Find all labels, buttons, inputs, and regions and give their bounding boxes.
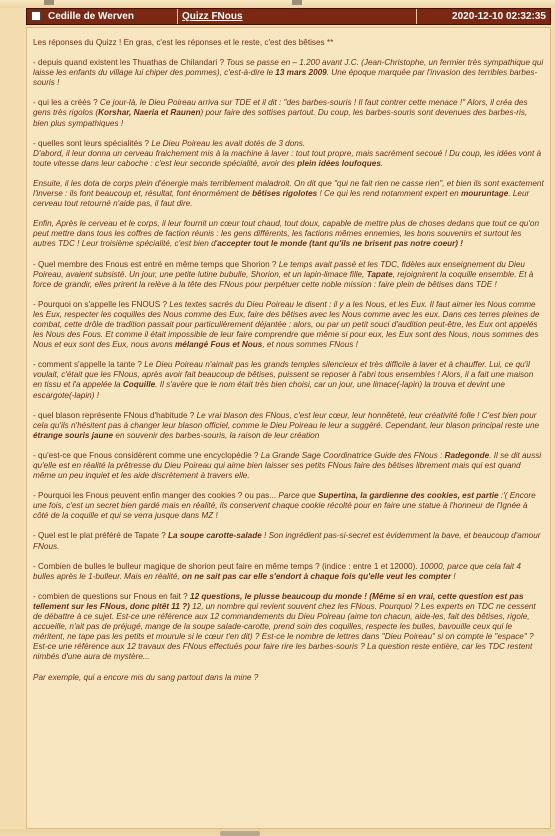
text-segment: Le vrai blason des FNous, c'est leur cœur, leur honnêteté, leur créativité folle ! C'est bien pour cela qu'ils n'hésitent pas à changer leur blason officiel, comme le Dieu Poireau le leur a suggéré. Cependant, leur blason principal reste une xyxy=(33,410,540,430)
text-segment: étrange souris jaune xyxy=(33,430,114,440)
post-body xyxy=(26,27,551,829)
text-segment: Le Dieu Poireau les avait dotés de 3 dons. xyxy=(151,138,306,148)
text-segment: . Une époque marquée par l'invasion des terribles barbes-souris ! xyxy=(33,68,538,88)
text-segment: - qu'est-ce que Fnous considèrent comme une encyclopédie ? xyxy=(33,450,261,460)
text-segment: - quel blason représente FNous d'habitude ? xyxy=(33,410,197,420)
post-title-link[interactable]: Quizz FNous xyxy=(182,11,243,22)
text-segment: , parce que cela fait 4 bulles après le 1-bulleur. Mais en réalité, xyxy=(33,561,521,581)
quiz-paragraph-q12 xyxy=(33,592,544,663)
header-divider xyxy=(177,9,178,24)
text-segment: - combien de questions sur Fnous en fait ? xyxy=(33,591,191,601)
text-segment: , et nous sommes FNous ! xyxy=(262,340,358,350)
text-segment: - Quel est le plat préféré de Tapate ? xyxy=(33,531,169,541)
text-segment: - Combien de bulles le bulleur magique de shorion peut faire en même temps ? (indice : entre 1 et 12000). xyxy=(33,561,420,571)
quiz-paragraph-q7 xyxy=(33,411,544,441)
text-segment: Le Dieu Poireau n'aimait pas les grands temples silencieux et très difficile à laver et à chauffer. Lui, ce qu'il voulait, c'était que les FNous, après avoir fait beaucoup de bêtises, puissent se reposer à l'abri tous ensembles ! Alors, il a fait une maison en tissu et l'a appelée la xyxy=(33,360,534,390)
post-select-checkbox[interactable] xyxy=(31,11,41,21)
text-segment: mélangé Fous et Nous xyxy=(175,340,263,350)
quiz-paragraph-q3c xyxy=(33,219,544,249)
text-segment: . xyxy=(380,158,384,168)
text-segment: - Quel membre des Fnous est entré en même temps que Shorion ? xyxy=(33,259,279,269)
top-page-strip xyxy=(0,0,555,8)
quiz-paragraph-q5 xyxy=(33,300,544,350)
text-segment: , rejoignirent la coquille ensemble. Et à force de grandir, elles prirent la relève à la tête des FNous pour perpétuer cette noble mission : faire plein de bêtises dans TDE ! xyxy=(33,269,534,289)
text-segment: en souvenir des barbes-souris, la raison de leur création xyxy=(113,430,320,440)
post-closing: Par exemple, qui a encore mis du sang partout dans la mine ? xyxy=(33,672,259,682)
quiz-answers xyxy=(33,58,544,662)
text-segment: Les textes sacrés du Dieu Poireau le disent : il y a les Nous, et les Eux. Il faut aimer les Nous comme les Eux, respecter les coquilles des Nous comme des Eux, faire des bêtises avec les Nous comme avec les eux. Dans ces terres pleines de combat, cette drôle de tradition passait pour particulièrement déjantée : alors, ou par un petit souci d'audition peut-être, les Eux ont appelés les Nous des Fous. Et comme il était impossible de leur faire comprendre que même si pour eux, les Eux sont des Nous, nous sommes des Nous et eux sont des Eux, nous avons xyxy=(33,299,540,350)
text-segment: - quelles sont leurs spécialités ? xyxy=(33,138,152,148)
text-segment: La soupe carotte-salade xyxy=(168,531,262,541)
text-segment: ) pour faire des sottises partout. Du coup, les barbes-souris sont devenues des barbes-ris, bien plus sympathiques ! xyxy=(33,108,528,128)
text-segment: . Leur cerveau tout retourné n'aide pas, il faut dire. xyxy=(33,189,530,209)
quiz-paragraph-q9 xyxy=(33,491,544,521)
bottom-page-strip xyxy=(0,829,555,836)
text-segment: Enfin, Après le cerveau et le corps, il leur fournit un cœur tout chaud, tout doux, capable de mettre plus de choses dedans que tout ce qu'on peut mettre dans tous les coffres de faction réunis : les gens différents, les factions mêmes ennemies, les bons souvenirs et surtout les autres TDC ! Leur troisième spécialité, c'est bien d' xyxy=(33,219,540,249)
text-segment: 12 questions, le plusse beaucoup du monde ! (Même si en vrai, cette question est pas tellement sur les FNous, donc pitêt 11 ?) xyxy=(33,591,524,611)
quiz-paragraph-q4 xyxy=(33,260,544,290)
top-toolbar-stub xyxy=(44,0,54,5)
text-segment: Tapate xyxy=(366,269,393,279)
text-segment: La Grande Sage Coordinatrice Guide des FNous : xyxy=(260,450,445,460)
quiz-paragraph-q8 xyxy=(33,451,544,481)
bottom-toolbar-stub xyxy=(220,831,260,836)
text-segment: ! Son ingrédient pas-si-secret est évidemment la bave, et beaucoup d'amour FNous. xyxy=(33,531,541,551)
text-segment: . Il se dit aussi qu'elle est en réalité la prêtresse du Dieu Poireau qui aime bien laisser ses petits FNous faire des bêtises librement mais qui est quand même un peu inquiet et les aide discrètement à travers elle. xyxy=(33,450,542,481)
text-segment: Ensuite, il les dota de corps plein d'énergie mais terriblement maladroit. On dit que "qui ne fait rien ne casse rien", et bien ils sont exactement l'inverse : ils font beaucoup et, résultat, font énormément de xyxy=(33,178,544,199)
text-segment: - Pourquoi on s'appelle les FNOUS ? xyxy=(33,299,170,309)
text-segment: Supertina, la gardienne des cookies, est partie xyxy=(317,491,499,501)
text-segment: Tous se passe en – 1.200 avant J.C. (Jean-Christophe, un fermier très sympathique qui laisse les enfants du village lui chiper des pommes), c'est-à-dire le xyxy=(33,58,544,78)
quiz-paragraph-q11 xyxy=(33,562,544,582)
text-segment: mouruntage xyxy=(461,189,509,199)
text-segment: :'( Encore une fois, c'est un secret bien gardé mais en réalité, ils conservent chaque cookie récolté pour en faire une statue à l'honneur de l'Ignée à côté de la coquille et qui se verra jusque dans MZ ! xyxy=(33,491,536,521)
text-segment: - Pourquoi les Fnous peuvent enfin manger des cookies ? ou pas... xyxy=(33,491,279,501)
text-segment: Le temps avait passé et les TDC, fidèles aux enseignement du Dieu Poireau, avaient subsisté. Un jour, une petite lutine bubulle, Shorion, et un lapin-limace fille, xyxy=(33,259,525,279)
text-segment: 13 mars 2009 xyxy=(275,68,327,78)
quiz-paragraph-q10 xyxy=(33,531,544,551)
post-intro: Les réponses du Quizz ! En gras, c'est les réponses et le reste, c'est des bêtises ** xyxy=(33,38,334,47)
text-segment: . Il s'avère que le nom était très bien choisi, car un jour, une limace(-lapin) la trouva et devint une escargote(-lapin) ! xyxy=(33,380,505,400)
text-segment: 12, un nombre qui revient souvent chez les FNous. Pourquoi ? Les experts en TDC ne cessent de débattre à ce sujet. Est-ce une référence aux 12 commandements du Dieu Poireau (aime ton chacun, aide-les, fait des bêtises, rigole, accueille, n'ait pas de préjugé, mange de la soupe salade-carotte, prend soin des coquilles, respecte les bulles, bavouille ceux qui le méritent, ne tape pas les petits et mourule si le cœur t'en dit) ? Est-ce le nombre de lettres dans "Dieu Poireau" si on compte le "espace" ? Est-ce une référence aux 12 travaux des FNous effectués pour faire rire les barbes-souris ? La question reste entière, car les TDC restent nimbés d'une aura de mystère... xyxy=(33,601,536,662)
text-segment: - comment s'appelle la tante ? xyxy=(33,360,145,370)
text-segment: on ne sait pas car elle s'endort à chaque fois qu'elle veut les compter xyxy=(181,571,452,581)
text-segment: Ce jour-là, le Dieu Poireau arriva sur TDE et il dit : "des barbes-souris ! Il faut contrer cette menace !" Alors, il créa des gens très rigolos ( xyxy=(33,98,528,118)
text-segment: D'abord, il leur donna un cerveau fraichement mis à la machine à laver : tout tout propre, mais sacrément secoué ! Du coup, les idées vont à toute vitesse dans leur caboche : c'est leur seconde spécialité, avoir des xyxy=(33,148,542,168)
text-segment: accepter tout le monde (tant qu'ils ne brisent pas notre coeur) ! xyxy=(217,239,464,249)
quiz-paragraph-q1 xyxy=(33,58,544,88)
text-segment: ! Ce qui les rend notamment expert en xyxy=(317,189,462,199)
quiz-paragraph-q6 xyxy=(33,360,544,400)
text-segment: Parce que xyxy=(278,491,318,501)
text-segment: - depuis quand existent les Thuathas de Chilandari ? xyxy=(33,58,227,68)
text-segment: 10000 xyxy=(419,561,443,571)
text-segment: ! xyxy=(451,571,456,581)
text-segment: - qui les a créés ? xyxy=(33,98,100,108)
top-toolbar-stub xyxy=(292,0,302,5)
post-author[interactable]: Cedille de Werven xyxy=(48,11,134,22)
quiz-paragraph-q2 xyxy=(33,98,544,128)
text-segment: Korshar, Naeria et Raunen xyxy=(98,108,201,118)
post-header xyxy=(26,8,551,25)
text-segment: plein idées loufoques xyxy=(297,158,381,168)
text-segment: Coquille xyxy=(122,380,156,390)
text-segment: bêtises rigolotes xyxy=(252,189,318,199)
text-segment: Radegonde xyxy=(444,450,490,460)
quiz-paragraph-q3 xyxy=(33,139,544,169)
header-divider xyxy=(416,9,417,24)
post-date: 2020-12-10 02:32:35 xyxy=(452,11,546,22)
quiz-paragraph-q3b xyxy=(33,179,544,209)
